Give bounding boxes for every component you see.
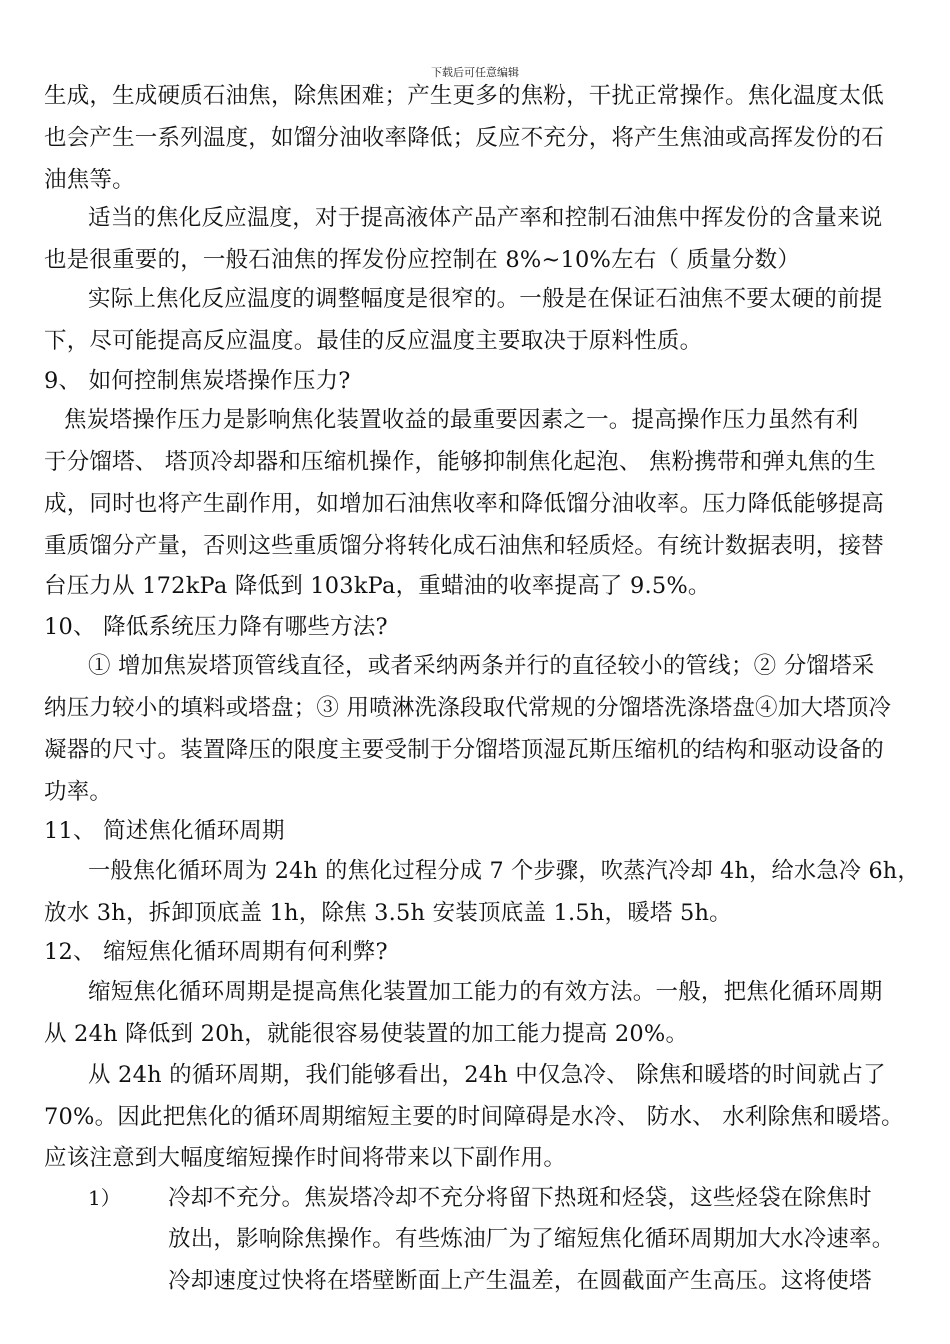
paragraph-line: 油焦等。 xyxy=(44,167,135,193)
paragraph-line: 重质馏分产量，否则这些重质馏分将转化成石油焦和轻质烃。有统计数据表明，接替 xyxy=(44,533,884,559)
section-heading-9: 9、 如何控制焦炭塔操作压力? xyxy=(44,368,351,394)
paragraph-line: 放水 3h，拆卸顶底盖 1h，除焦 3.5h 安装顶底盖 1.5h，暖塔 5h。 xyxy=(44,900,732,926)
paragraph-line: 缩短焦化循环周期是提高焦化装置加工能力的有效方法。一般，把焦化循环周期 xyxy=(88,979,883,1005)
paragraph-line: 适当的焦化反应温度，对于提高液体产品产率和控制石油焦中挥发份的含量来说 xyxy=(88,205,883,231)
paragraph-line: 70%。因此把焦化的循环周期缩短主要的时间障碍是水冷、 防水、 水利除焦和暖塔。 xyxy=(44,1104,904,1130)
paragraph-line: 也会产生一系列温度，如馏分油收率降低；反应不充分，将产生焦油或高挥发份的石 xyxy=(44,125,884,151)
paragraph-line: 凝器的尺寸。装置降压的限度主要受制于分馏塔顶湿瓦斯压缩机的结构和驱动设备的 xyxy=(44,737,884,763)
paragraph-line: 也是很重要的，一般石油焦的挥发份应控制在 8%~10%左右（ 质量分数） xyxy=(44,247,801,273)
paragraph-line: 台压力从 172kPa 降低到 103kPa，重蜡油的收率提高了 9.5%。 xyxy=(44,573,711,599)
paragraph-line: 从 24h 的循环周期，我们能够看出，24h 中仅急冷、 除焦和暖塔的时间就占了 xyxy=(88,1062,886,1088)
paragraph-line: 功率。 xyxy=(44,779,113,805)
section-heading-12: 12、 缩短焦化循环周期有何利弊? xyxy=(44,939,388,965)
paragraph-line: 焦炭塔操作压力是影响焦化装置收益的最重要因素之一。提高操作压力虽然有利 xyxy=(64,407,859,433)
paragraph-line: 下，尽可能提高反应温度。最佳的反应温度主要取决于原料性质。 xyxy=(44,328,703,354)
page-header-note: 下载后可任意编辑 xyxy=(431,66,519,79)
paragraph-line: 实际上焦化反应温度的调整幅度是很窄的。一般是在保证石油焦不要太硬的前提 xyxy=(88,286,883,312)
paragraph-line: 一般焦化循环周为 24h 的焦化过程分成 7 个步骤，吹蒸汽冷却 4h，给水急冷 6h， xyxy=(88,858,920,884)
paragraph-line: 生成，生成硬质石油焦，除焦困难；产生更多的焦粉，干扰正常操作。焦化温度太低 xyxy=(44,83,884,109)
list-marker-1: 1） xyxy=(88,1186,121,1210)
paragraph-line: 成，同时也将产生副作用，如增加石油焦收率和降低馏分油收率。压力降低能够提高 xyxy=(44,491,884,517)
list-item-line: 放出，影响除焦操作。有些炼油厂为了缩短焦化循环周期加大水冷速率。 xyxy=(168,1226,895,1252)
paragraph-line: 从 24h 降低到 20h，就能很容易使装置的加工能力提高 20%。 xyxy=(44,1021,689,1047)
paragraph-line: 于分馏塔、 塔顶冷却器和压缩机操作，能够抑制焦化起泡、 焦粉携带和弹丸焦的生 xyxy=(44,449,876,475)
paragraph-line: 纳压力较小的填料或塔盘；③ 用喷淋洗涤段取代常规的分馏塔洗涤塔盘④加大塔顶冷 xyxy=(44,695,892,721)
paragraph-line: ① 增加焦炭塔顶管线直径，或者采纳两条并行的直径较小的管线；② 分馏塔采 xyxy=(88,653,875,679)
section-heading-10: 10、 降低系统压力降有哪些方法? xyxy=(44,614,388,640)
list-item-line: 冷却不充分。焦炭塔冷却不充分将留下热斑和烃袋，这些烃袋在除焦时 xyxy=(168,1185,872,1211)
paragraph-line: 应该注意到大幅度缩短操作时间将带来以下副作用。 xyxy=(44,1145,567,1171)
section-heading-11: 11、 简述焦化循环周期 xyxy=(44,818,285,844)
list-item-line: 冷却速度过快将在塔壁断面上产生温差，在圆截面产生高压。这将使塔 xyxy=(168,1268,872,1294)
